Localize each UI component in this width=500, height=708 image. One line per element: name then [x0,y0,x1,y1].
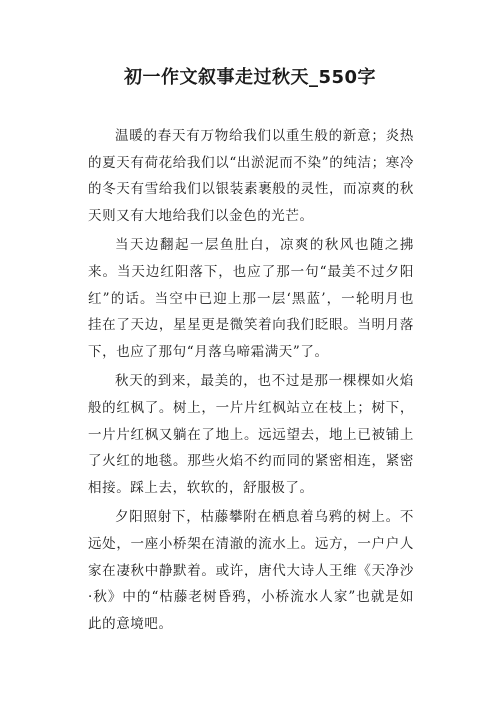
paragraph-1: 温暖的春天有万物给我们以重生般的新意；炎热的夏天有荷花给我们以“出淤泥而不染”的纯洁；寒冷的冬天有雪给我们以银装素裹般的灵性，而凉爽的秋天则又有大地给我们以金色的光芒。 [88,128,414,224]
paragraph-3: 秋天的到来，最美的，也不过是那一棵棵如火焰般的红枫了。树上，一片片红枫站立在枝上；树下，一片片红枫又躺在了地上。远远望去，地上已被铺上了火红的地毯。那些火焰不约而同的紧密相连，紧密相接。踩上去，软软的，舒服极了。 [88,373,414,496]
paragraph-2: 当天边翻起一层鱼肚白，凉爽的秋风也随之拂来。当天边红阳落下，也应了那一句“最美不过夕阳红”的话。当空中已迎上那一层‘黑蓝’，一轮明月也挂在了天边，星星更是微笑着向我们眨眼。当明月落下，也应了那句“月落乌啼霜满天”了。 [88,237,414,360]
document-body [88,123,414,640]
document-title: 初一作文叙事走过秋天_550字 [123,67,377,88]
paragraph-4: 夕阳照射下，枯藤攀附在栖息着乌鸦的树上。不远处，一座小桥架在清澈的流水上。远方，一户户人家在凄秋中静默着。或许，唐代大诗人王维《天净沙·秋》中的“枯藤老树昏鸦，小桥流水人家”也就是如此的意境吧。 [88,509,414,632]
